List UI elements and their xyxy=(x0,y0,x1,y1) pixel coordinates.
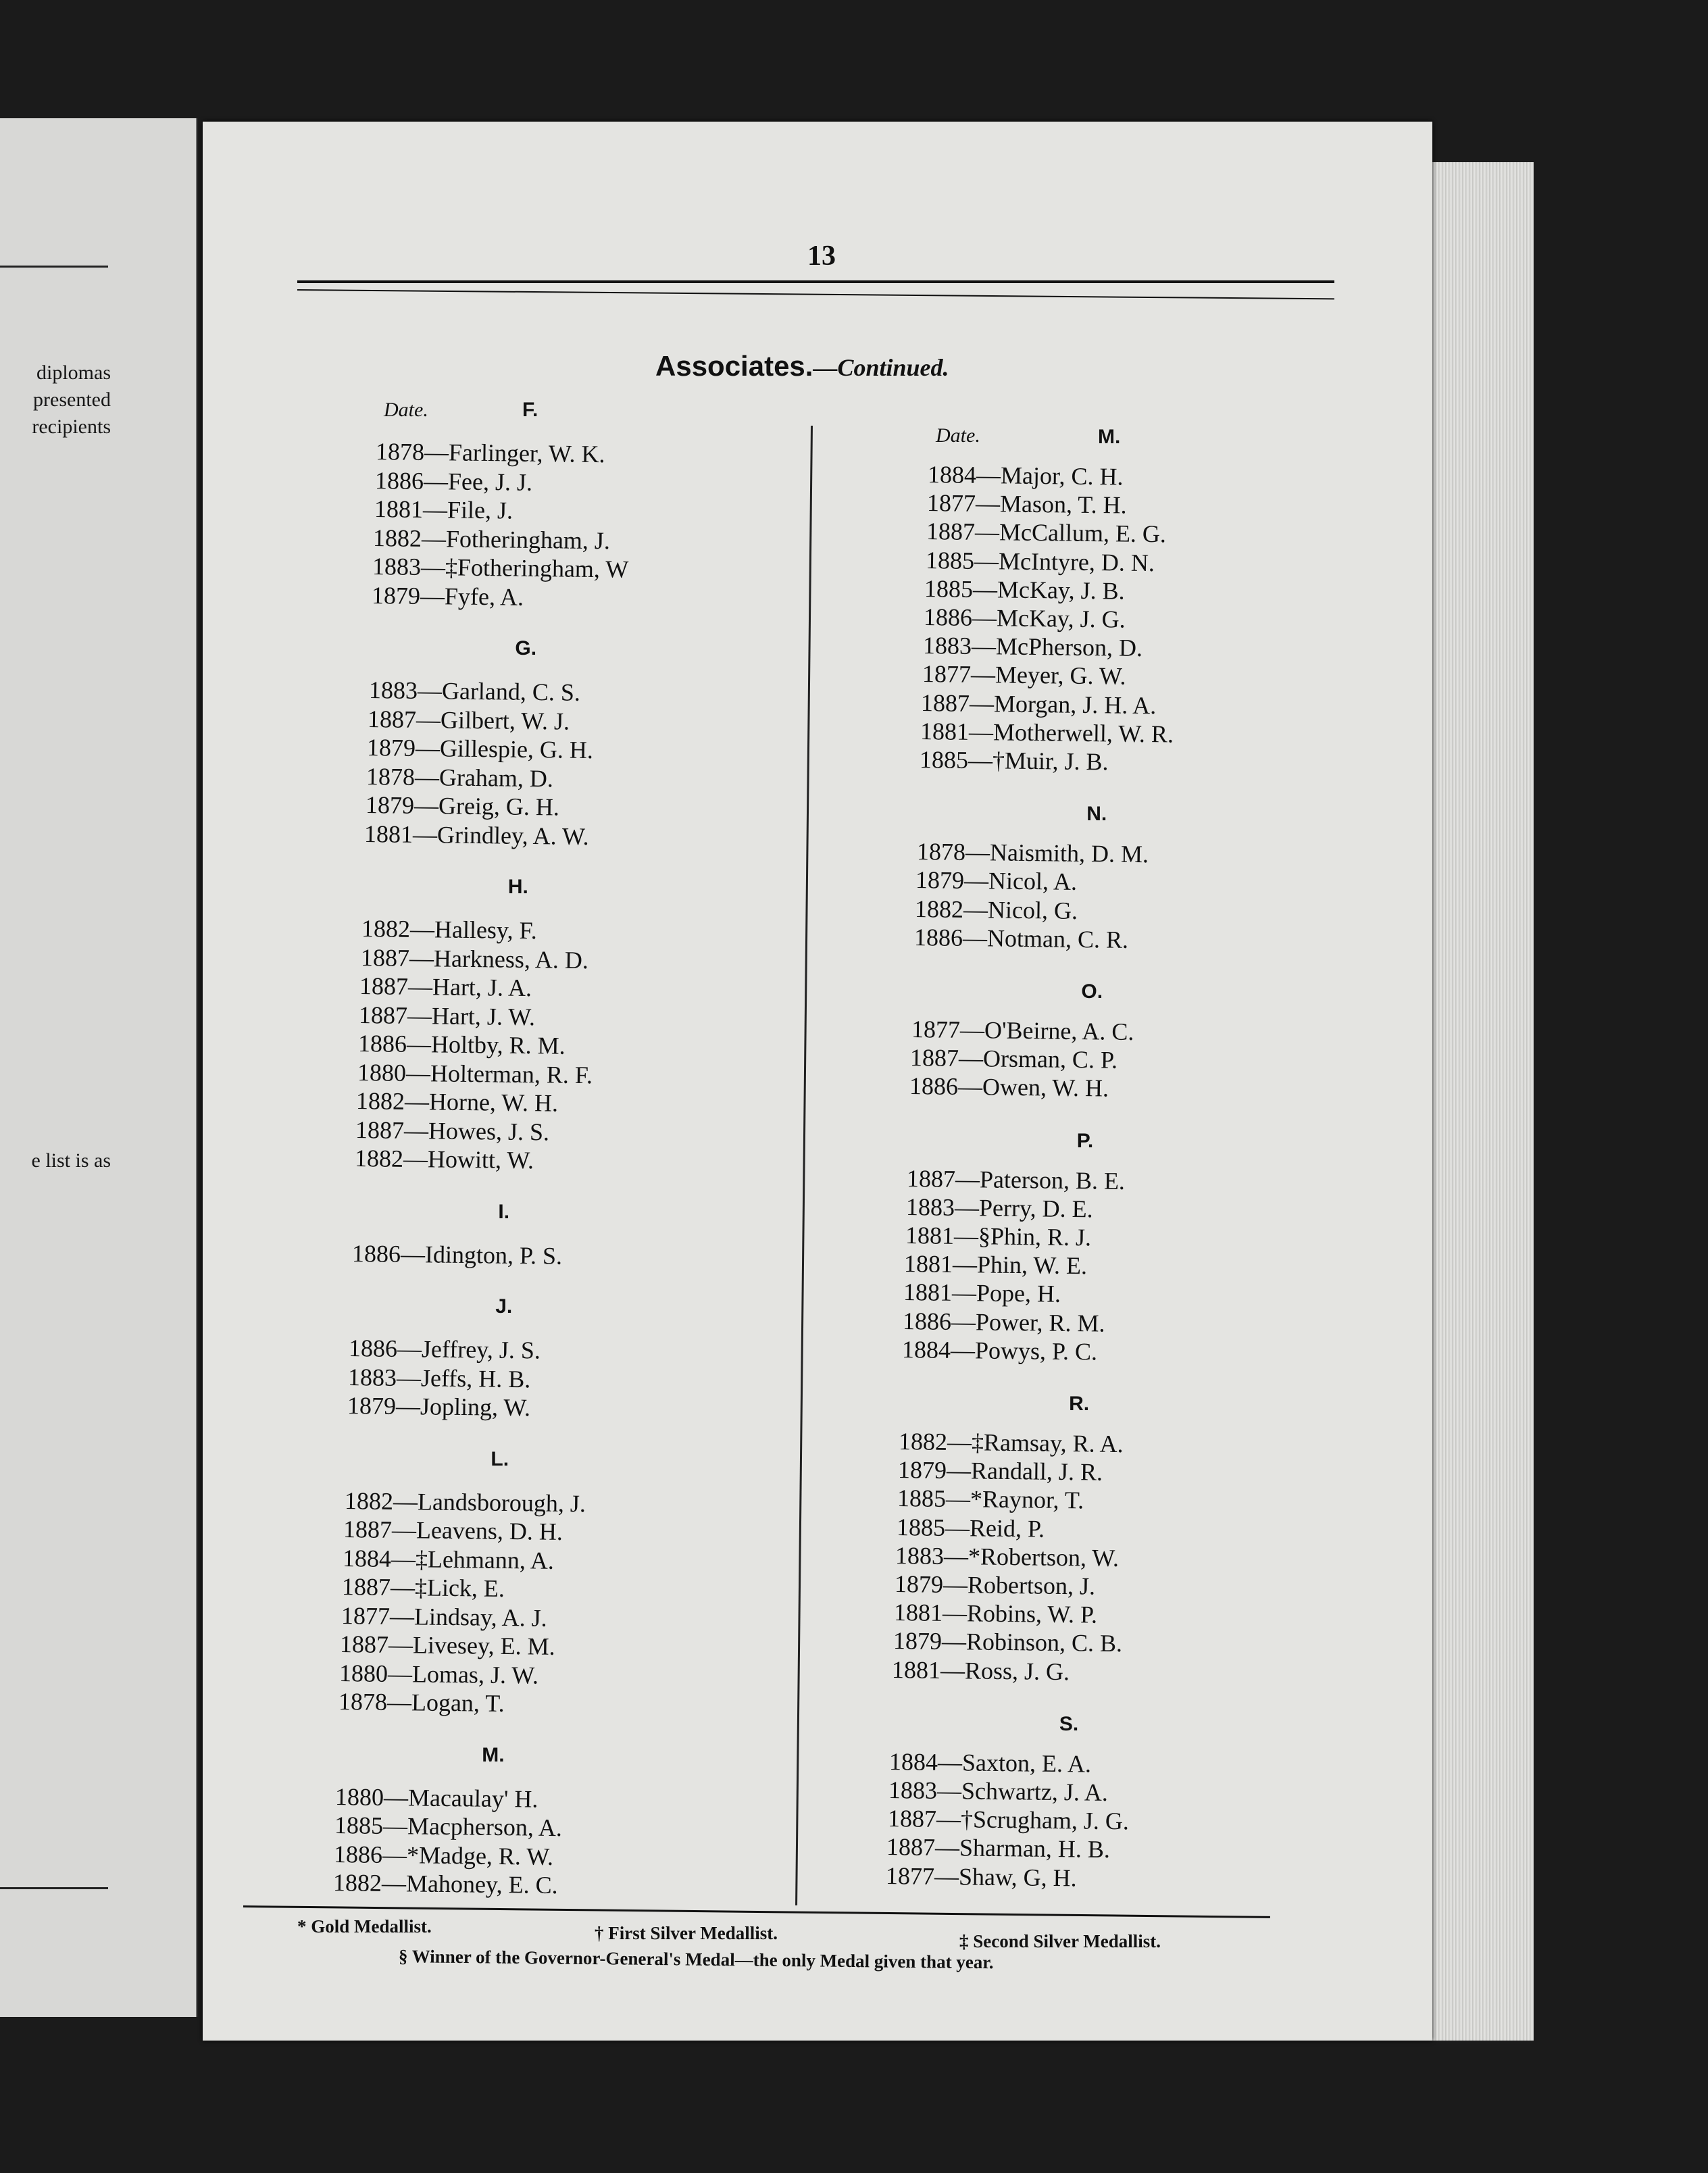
member-entry: 1881—§Phin, R. J. xyxy=(905,1222,1091,1251)
section-letter: F. xyxy=(522,399,538,421)
member-entry: 1878—Logan, T. xyxy=(338,1688,505,1717)
member-entry: 1887—McCallum, E. G. xyxy=(926,518,1167,548)
left-page-fragment: presented xyxy=(33,389,111,411)
member-entry: 1877—Meyer, G. W. xyxy=(922,660,1126,691)
member-entry: 1878—Graham, D. xyxy=(366,762,553,792)
left-page-fragment: diplomas xyxy=(36,361,111,384)
member-entry: 1886—Holtby, R. M. xyxy=(357,1030,566,1059)
member-entry: 1877—Lindsay, A. J. xyxy=(341,1601,547,1632)
member-entry: 1877—Shaw, G, H. xyxy=(885,1862,1078,1892)
footnote-gold: * Gold Medallist. xyxy=(297,1916,432,1937)
page-edges xyxy=(1419,162,1534,2041)
member-entry: 1882—Landsborough, J. xyxy=(344,1487,586,1517)
member-entry: 1887—Leavens, D. H. xyxy=(343,1516,563,1545)
member-entry: 1877—Mason, T. H. xyxy=(926,489,1128,519)
member-entry: 1879—Gillespie, G. H. xyxy=(366,734,594,764)
header-rule xyxy=(297,280,1334,283)
left-page-fragment: recipients xyxy=(32,416,111,438)
member-entry: 1882—‡Ramsay, R. A. xyxy=(899,1428,1124,1458)
member-entry: 1883—Jeffs, H. B. xyxy=(347,1363,531,1393)
member-entry: 1887—Howes, J. S. xyxy=(355,1116,550,1146)
member-entry: 1883—Schwartz, J. A. xyxy=(888,1776,1109,1806)
member-entry: 1887—Sharman, H. B. xyxy=(886,1833,1111,1864)
section-letter: M. xyxy=(1098,426,1121,448)
section-letter: R. xyxy=(1069,1393,1090,1415)
member-entry: 1883—Perry, D. E. xyxy=(905,1193,1093,1223)
section-heading xyxy=(655,350,949,382)
member-entry: 1879—Randall, J. R. xyxy=(897,1456,1103,1486)
member-entry: 1882—Hallesy, F. xyxy=(361,915,538,945)
member-entry: 1881—Pope, H. xyxy=(903,1278,1061,1308)
member-entry: 1878—Farlinger, W. K. xyxy=(375,438,605,468)
member-entry: 1879—Nicol, A. xyxy=(915,866,1078,896)
member-entry: 1885—*Raynor, T. xyxy=(897,1484,1084,1514)
member-entry: 1886—*Madge, R. W. xyxy=(333,1840,554,1870)
member-entry: 1877—O'Beirne, A. C. xyxy=(911,1016,1134,1046)
heading-main: Associates. xyxy=(655,350,813,382)
member-entry: 1884—Powys, P. C. xyxy=(901,1335,1097,1366)
member-entry: 1881—Grindley, A. W. xyxy=(363,820,590,850)
member-entry: 1883—‡Fotheringham, W xyxy=(372,553,629,583)
member-entry: 1885—Macpherson, A. xyxy=(334,1812,563,1842)
member-entry: 1882—Fotheringham, J. xyxy=(373,524,611,554)
member-entry: 1881—Motherwell, W. R. xyxy=(920,717,1174,748)
footnote-governor: § Winner of the Governor-General's Medal—the only Medal given that year. xyxy=(398,1946,994,1973)
member-entry: 1881—File, J. xyxy=(374,495,513,524)
heading-continued: —Continued. xyxy=(813,354,949,381)
member-entry: 1879—Robertson, J. xyxy=(894,1570,1096,1600)
member-entry: 1887—Hart, J. W. xyxy=(358,1001,536,1030)
member-entry: 1887—†Scrugham, J. G. xyxy=(887,1805,1129,1835)
member-entry: 1887—‡Lick, E. xyxy=(341,1573,505,1602)
member-entry: 1885—McIntyre, D. N. xyxy=(925,546,1155,576)
date-label-right: Date. xyxy=(936,424,980,447)
section-letter: J. xyxy=(495,1295,513,1318)
section-letter: O. xyxy=(1081,980,1103,1003)
member-entry: 1886—McKay, J. G. xyxy=(923,603,1126,633)
member-entry: 1879—Jopling, W. xyxy=(347,1392,531,1422)
member-entry: 1879—Robinson, C. B. xyxy=(893,1627,1122,1657)
member-entry: 1887—Orsman, C. P. xyxy=(910,1044,1118,1074)
left-page-rule xyxy=(0,266,108,268)
member-entry: 1881—Phin, W. E. xyxy=(904,1250,1088,1280)
member-entry: 1884—‡Lehmann, A. xyxy=(342,1544,555,1574)
member-entry: 1880—Holterman, R. F. xyxy=(357,1058,593,1089)
section-letter: G. xyxy=(515,637,537,659)
member-entry: 1887—Hart, J. A. xyxy=(359,972,532,1002)
section-letter: P. xyxy=(1076,1129,1094,1152)
left-facing-page xyxy=(0,118,197,2017)
footnote-second-silver: ‡ Second Silver Medallist. xyxy=(959,1931,1161,1951)
member-entry: 1886—Power, R. M. xyxy=(902,1307,1105,1337)
member-entry: 1884—Major, C. H. xyxy=(928,461,1124,491)
member-entry: 1880—Macaulay' H. xyxy=(335,1782,539,1813)
member-entry: 1886—Notman, C. R. xyxy=(913,923,1129,953)
member-entry: 1886—Jeffrey, J. S. xyxy=(349,1334,541,1364)
member-entry: 1883—McPherson, D. xyxy=(922,632,1142,662)
member-entry: 1878—Naismith, D. M. xyxy=(916,838,1149,868)
member-entry: 1880—Lomas, J. W. xyxy=(338,1659,539,1689)
member-entry: 1882—Horne, W. H. xyxy=(356,1087,559,1117)
member-entry: 1887—Gilbert, W. J. xyxy=(368,705,570,735)
member-entry: 1884—Saxton, E. A. xyxy=(888,1747,1092,1778)
member-entry: 1887—Livesey, E. M. xyxy=(340,1630,556,1660)
member-entry: 1882—Howitt, W. xyxy=(354,1145,534,1174)
member-entry: 1883—*Robertson, W. xyxy=(895,1541,1120,1572)
member-entry: 1883—Garland, C. S. xyxy=(368,676,580,706)
member-entry: 1886—Owen, W. H. xyxy=(909,1072,1109,1102)
member-entry: 1881—Ross, J. G. xyxy=(892,1655,1070,1685)
page-number: 13 xyxy=(807,241,836,272)
member-entry: 1887—Harkness, A. D. xyxy=(360,943,588,974)
member-entry: 1885—Reid, P. xyxy=(896,1513,1045,1543)
member-entry: 1882—Mahoney, E. C. xyxy=(332,1869,558,1899)
member-entry: 1887—Morgan, J. H. A. xyxy=(921,689,1157,719)
section-letter: I. xyxy=(498,1200,510,1223)
member-entry: 1886—Fee, J. J. xyxy=(374,466,533,496)
section-letter: H. xyxy=(507,876,528,898)
section-letter: L. xyxy=(491,1447,509,1470)
member-entry: 1879—Greig, G. H. xyxy=(365,791,559,821)
left-page-bottom-rule xyxy=(0,1887,108,1889)
date-label-left: Date. xyxy=(384,399,428,421)
member-entry: 1882—Nicol, G. xyxy=(914,895,1078,924)
footnote-first-silver: † First Silver Medallist. xyxy=(595,1923,778,1943)
member-entry: 1885—McKay, J. B. xyxy=(924,574,1126,605)
member-entry: 1885—†Muir, J. B. xyxy=(919,746,1109,776)
member-entry: 1879—Fyfe, A. xyxy=(371,581,524,611)
section-letter: S. xyxy=(1059,1712,1079,1735)
left-page-fragment: e list is as xyxy=(31,1149,111,1172)
member-entry: 1887—Paterson, B. E. xyxy=(906,1164,1126,1195)
section-letter: M. xyxy=(482,1743,505,1766)
member-entry: 1886—Idington, P. S. xyxy=(351,1239,562,1270)
section-letter: N. xyxy=(1086,803,1107,826)
member-entry: 1881—Robins, W. P. xyxy=(893,1599,1098,1628)
